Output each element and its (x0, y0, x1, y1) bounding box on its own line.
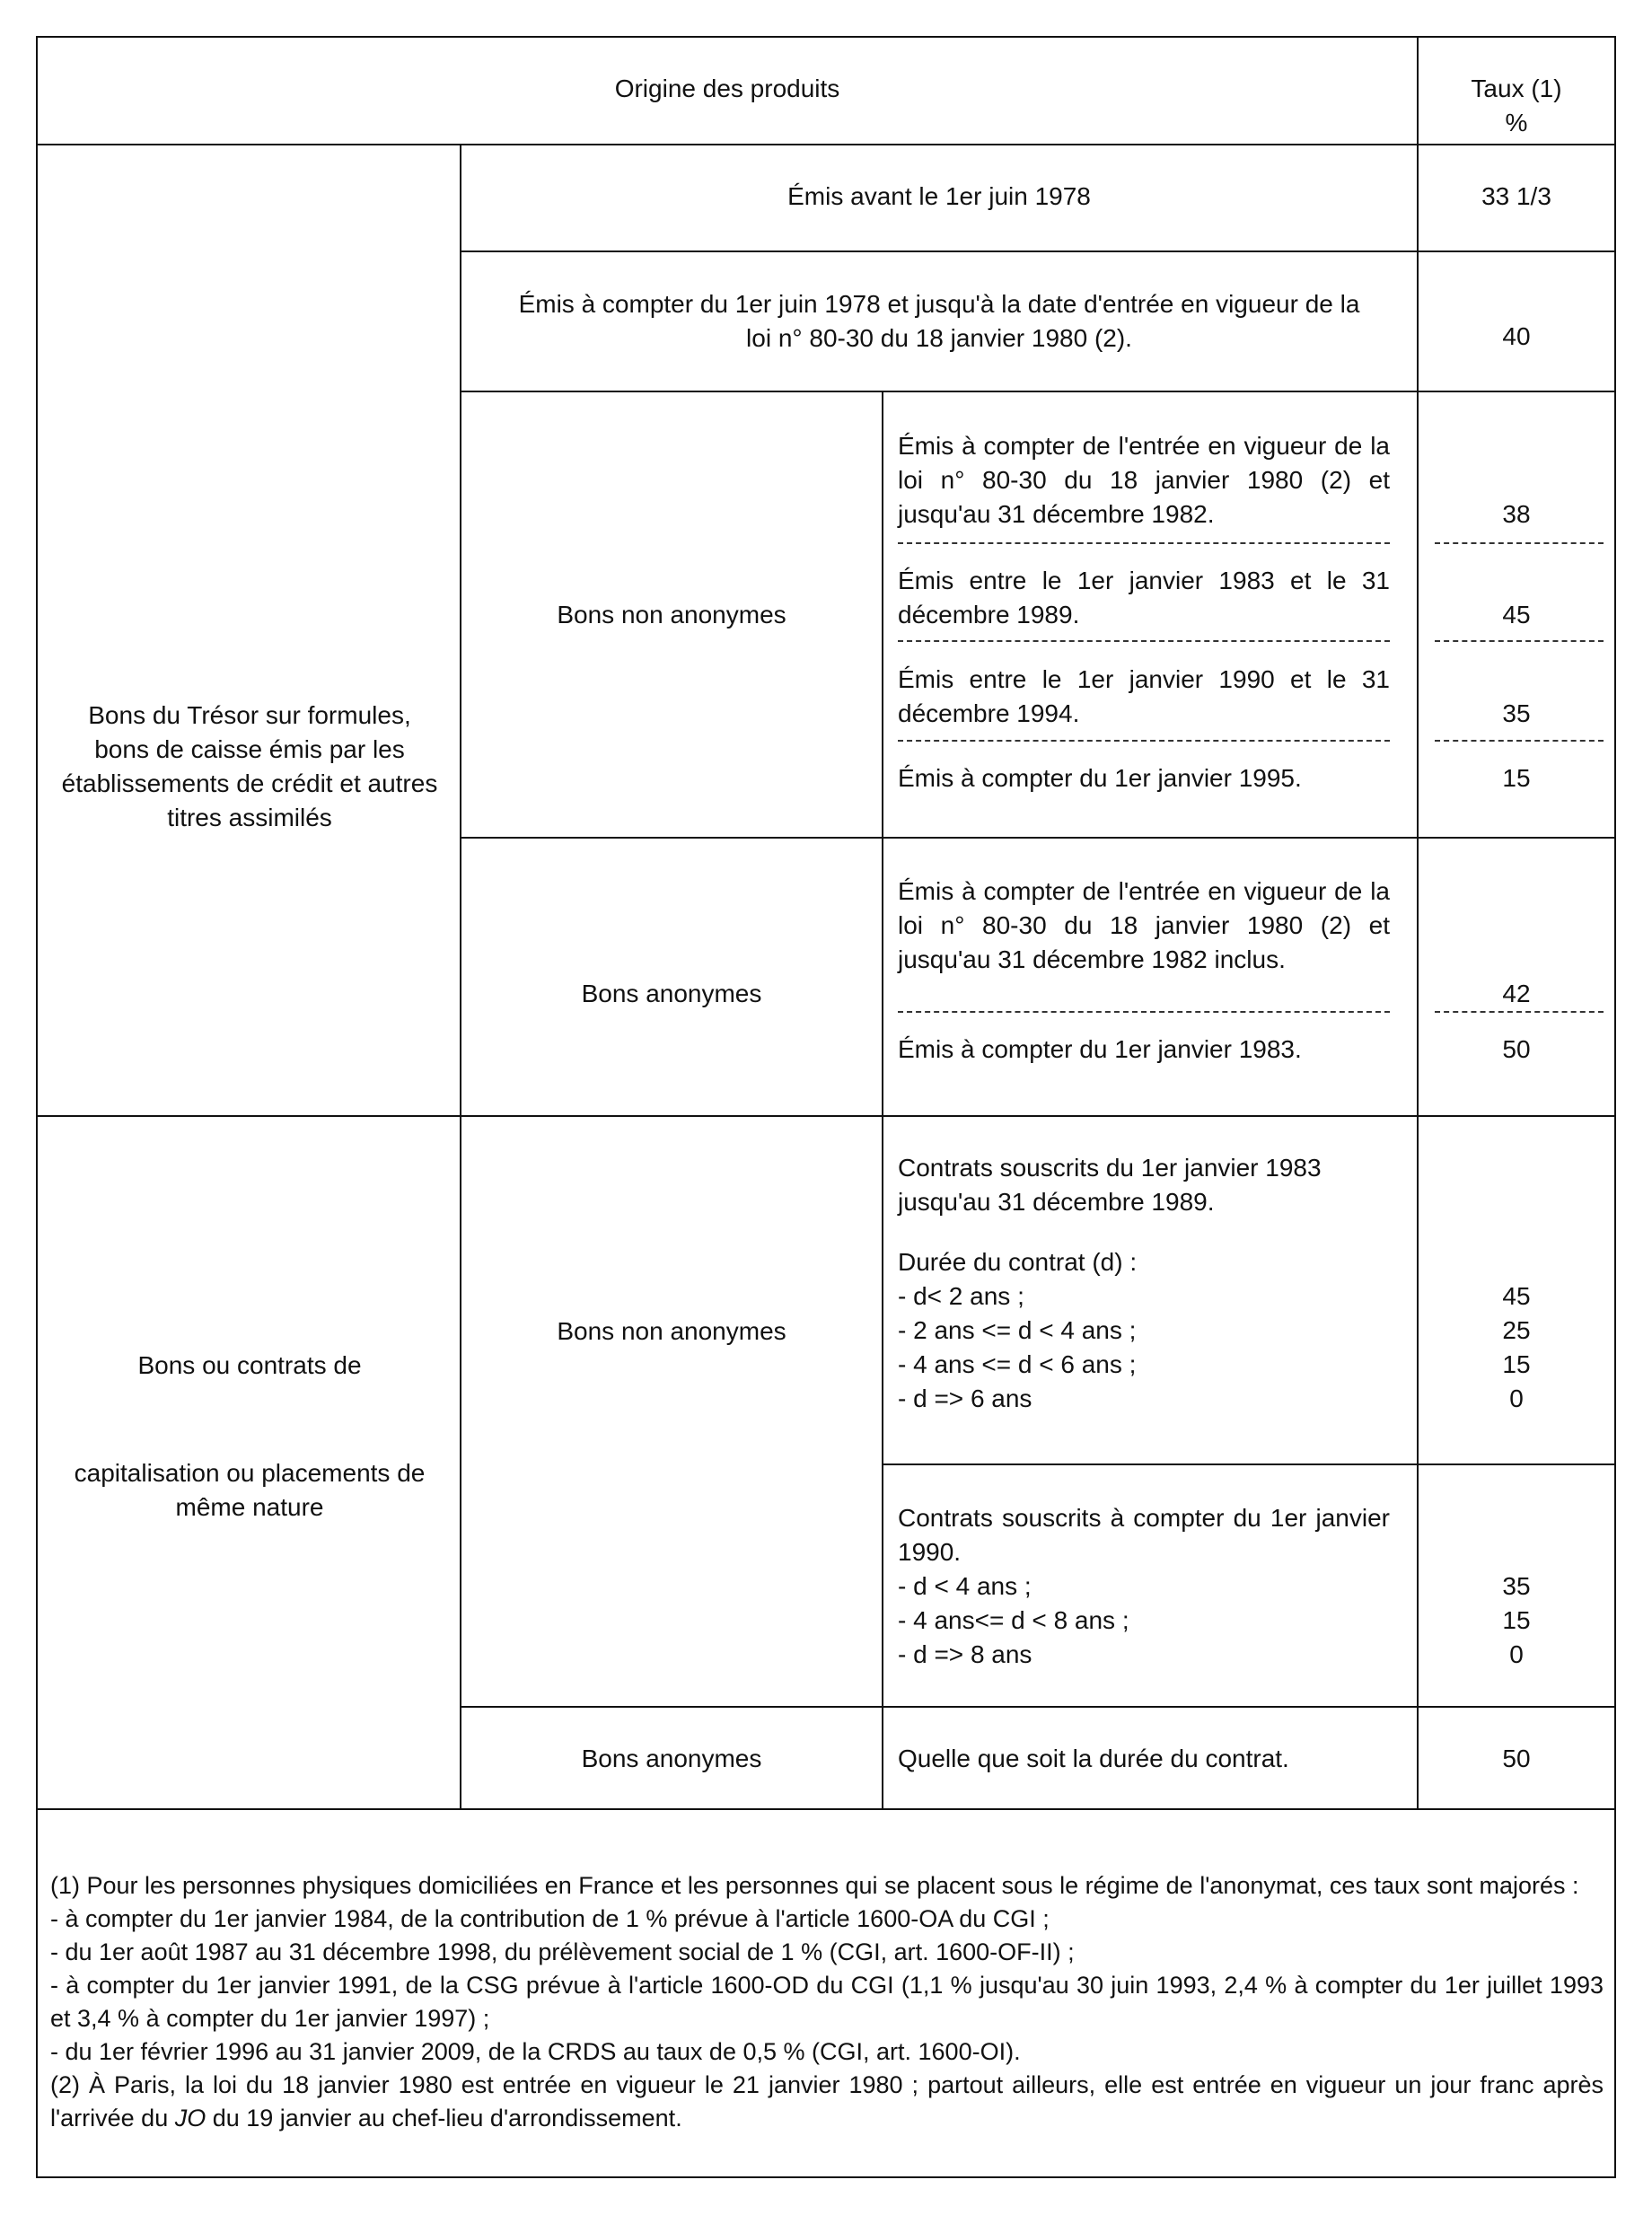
g2-b1-line: - 4 ans <= d < 6 ans ; (898, 1350, 1137, 1378)
g1-na-item3-text: Émis entre le 1er janvier 1990 et le 31 décembre 1994. (898, 665, 1390, 727)
footnote-1-intro: (1) Pour les personnes physiques domiciliées en France et les personnes qui se placent sous le régime de l'anonymat, ces taux sont majorés : (50, 1872, 1579, 1899)
non-anonymes-bottom-rule (461, 837, 1614, 839)
header-bottom-rule (38, 144, 1614, 145)
group2-label-line1: Bons ou contrats de (137, 1351, 362, 1379)
g1-an-item1-rate: 42 (1502, 980, 1531, 1007)
tax-rate-table (36, 36, 1616, 2178)
g1-detail-column-rule (882, 391, 883, 1116)
g2-block2-rates (1419, 1569, 1614, 1672)
g2-b1-rate: 15 (1502, 1350, 1531, 1378)
dash-sep (898, 640, 1390, 642)
g1-na-item4-rate: 15 (1502, 764, 1531, 792)
group1-label: Bons du Trésor sur formules, bons de caisse émis par les établissements de crédit et autres titres assimilés (61, 701, 438, 831)
g1-na-item4-text: Émis à compter du 1er janvier 1995. (898, 764, 1302, 792)
g1-row1-text: Émis avant le 1er juin 1978 (787, 182, 1091, 210)
header-taux (1419, 72, 1614, 140)
group2-label-line2: capitalisation ou placements de même nature (74, 1459, 426, 1521)
footnote-1-item: - du 1er février 1996 au 31 janvier 2009, de la CRDS au taux de 0,5 % (CGI, art. 1600-OI). (50, 2038, 1021, 2065)
g1-row2-rate: 40 (1502, 322, 1531, 350)
g1-na-item1-text: Émis à compter de l'entrée en vigueur de la loi n° 80-30 du 18 janvier 1980 (2) et jusqu'au 31 décembre 1982. (898, 432, 1390, 528)
footnote-1-item: - du 1er août 1987 au 31 décembre 1998, du prélèvement social de 1 % (CGI, art. 1600-OF-II) ; (50, 1938, 1075, 1965)
g1-an-item1-text: Émis à compter de l'entrée en vigueur de la loi n° 80-30 du 18 janvier 1980 (2) et jusqu'au 31 décembre 1982 inclus. (898, 877, 1390, 973)
g2-b1-rate: 45 (1502, 1282, 1531, 1310)
g1-an-item2-text: Émis à compter du 1er janvier 1983. (898, 1035, 1302, 1063)
row2-bottom-rule (461, 391, 1614, 392)
footnote-1-item: - à compter du 1er janvier 1991, de la CSG prévue à l'article 1600-OD du CGI (1,1 % jusqu'au 30 juin 1993, 2,4 % à compter du 1er juillet 1993 et 3,4 % à compter du 1er janvier 1997) ; (50, 1972, 1604, 2032)
footnote-1-item: - à compter du 1er janvier 1984, de la contribution de 1 % prévue à l'article 1600-OA du CGI ; (50, 1905, 1050, 1932)
g2-b2-line: - d => 8 ans (898, 1640, 1032, 1668)
g1-na-item3-rate: 35 (1502, 699, 1531, 727)
g2-anonymes-text: Quelle que soit la durée du contrat. (898, 1745, 1289, 1772)
g1-row1-rate: 33 1/3 (1481, 182, 1551, 210)
g1-na-item1-rate: 38 (1502, 500, 1531, 528)
g2-b2-rate: 35 (1502, 1572, 1531, 1600)
g2-block2-intro: Contrats souscrits à compter du 1er janvier 1990. (898, 1504, 1390, 1566)
g1-an-item2-rate: 50 (1502, 1035, 1531, 1063)
g2-b1-line: - d< 2 ans ; (898, 1282, 1024, 1310)
dash-sep (898, 740, 1390, 742)
rate-column-rule (1417, 38, 1419, 1810)
row1-bottom-rule (461, 251, 1614, 252)
dash-sep (1435, 740, 1604, 742)
footnote-2 (50, 2069, 1604, 2135)
dash-sep (898, 542, 1390, 544)
dash-sep (898, 1011, 1390, 1013)
g2-b1-line: - 2 ans <= d < 4 ans ; (898, 1316, 1137, 1344)
group1-bottom-rule (38, 1115, 1614, 1117)
footnote-2-after: du 19 janvier au chef-lieu d'arrondissement. (206, 2105, 682, 2131)
g2-block1-rates (1419, 1279, 1614, 1416)
dash-sep (1435, 542, 1604, 544)
dash-sep (1435, 640, 1604, 642)
g2-anonymes-label: Bons anonymes (581, 1745, 762, 1772)
g1-na-item2-rate: 45 (1502, 601, 1531, 628)
header-taux-line2: % (1505, 109, 1528, 136)
header-origin: Origine des produits (614, 75, 840, 102)
g2-detail-column-rule (882, 1115, 883, 1810)
g2-b2-rate: 15 (1502, 1606, 1531, 1634)
g2-block1-lines (898, 1279, 1390, 1416)
g2-b1-rate: 0 (1509, 1384, 1524, 1412)
g1-non-anonymes-label: Bons non anonymes (557, 601, 786, 628)
footnote-2-before: (2) À Paris, la loi du 18 janvier 1980 est entrée en vigueur le 21 janvier 1980 ; partout ailleurs, elle est entrée en vigueur un jour franc après l'arrivée du (50, 2071, 1604, 2131)
g2-b1-line: - d => 6 ans (898, 1384, 1032, 1412)
g2-b2-line: - 4 ans<= d < 8 ans ; (898, 1606, 1129, 1634)
g2-block1-bottom-rule (883, 1463, 1614, 1465)
footnotes (50, 1869, 1604, 2135)
g1-anonymes-label: Bons anonymes (581, 980, 762, 1007)
dash-sep (1435, 1011, 1604, 1013)
g2-b2-rate: 0 (1509, 1640, 1524, 1668)
g2-block1-intro: Contrats souscrits du 1er janvier 1983 jusqu'au 31 décembre 1989. (898, 1154, 1322, 1216)
g1-na-item2-text: Émis entre le 1er janvier 1983 et le 31 décembre 1989. (898, 567, 1390, 628)
table-bottom-rule (38, 1808, 1614, 1810)
g2-block2-lines (898, 1569, 1390, 1672)
g2-b1-rate: 25 (1502, 1316, 1531, 1344)
g2-block1-duree: Durée du contrat (d) : (898, 1248, 1138, 1276)
g2-non-anonymes-label: Bons non anonymes (557, 1317, 786, 1345)
header-taux-line1: Taux (1) (1471, 75, 1562, 102)
footnote-2-jo: JO (174, 2105, 206, 2131)
g2-anonymes-rate: 50 (1502, 1745, 1531, 1772)
g1-row2-text: Émis à compter du 1er juin 1978 et jusqu'à la date d'entrée en vigueur de la loi n° 80-30 du 18 janvier 1980 (2). (518, 290, 1360, 352)
g2-anonymes-top-rule (461, 1706, 1614, 1708)
g2-b2-line: - d < 4 ans ; (898, 1572, 1032, 1600)
